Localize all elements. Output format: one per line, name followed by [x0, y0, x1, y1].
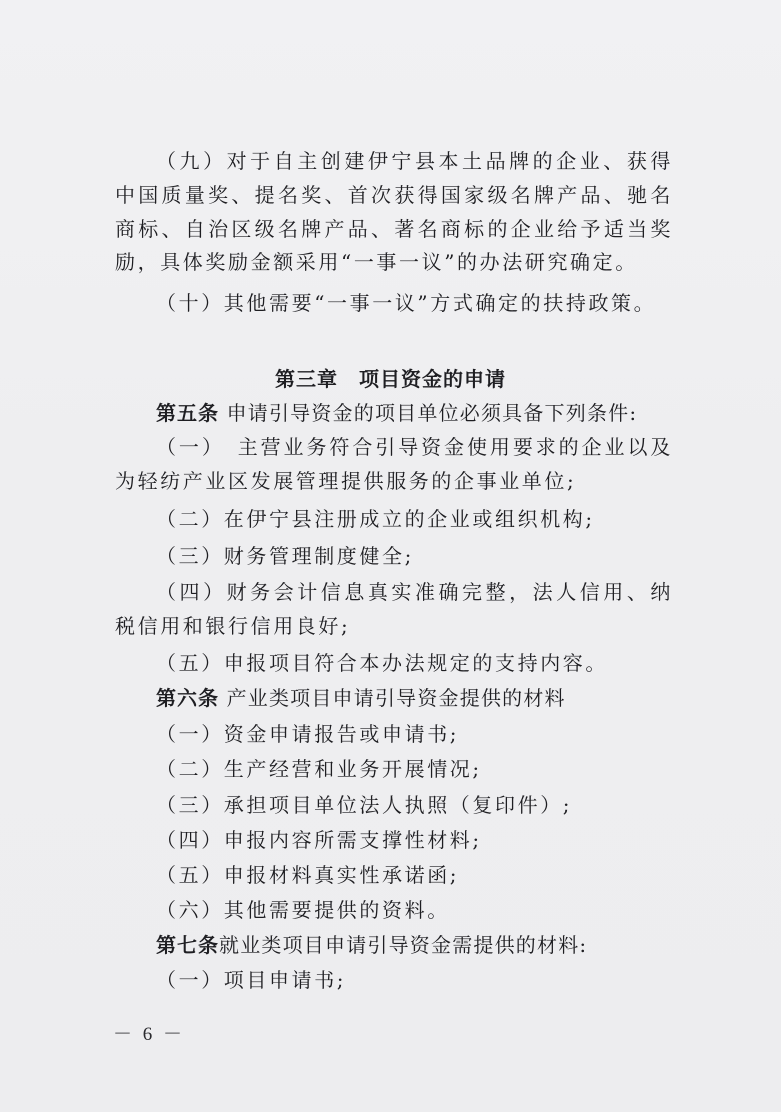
- article-7-label: 第七条: [156, 933, 219, 957]
- article-5-intro: [115, 397, 673, 431]
- article-6-item-6: （六）其他需要提供的资料。: [156, 898, 450, 922]
- article-6-item-1: （一）资金申请报告或申请书;: [156, 722, 460, 746]
- article-5-item-5: （五）申报项目符合本办法规定的支持内容。: [156, 651, 608, 675]
- article-7-intro: [115, 929, 673, 963]
- article-6-item-2: （二）生产经营和业务开展情况;: [156, 757, 482, 781]
- article-7-item-1: （一）项目申请书;: [156, 968, 347, 992]
- article-5-item-1: （一） 主营业务符合引导资金使用要求的企业以及为轻纺产业区发展管理提供服务的企事业单位;: [115, 435, 673, 493]
- article-6-item-3: （三）承担项目单位法人执照（复印件）;: [156, 793, 573, 817]
- article-5-item-4: （四）财务会计信息真实准确完整，法人信用、纳税信用和银行信用良好;: [115, 580, 673, 638]
- article-6-item-4: （四）申报内容所需支撑性材料;: [156, 828, 482, 852]
- paragraph-item-9: （九）对于自主创建伊宁县本土品牌的企业、获得中国质量奖、提名奖、首次获得国家级名牌产品、驰名商标、自治区级名牌产品、著名商标的企业给予适当奖励，具体奖励金额采用“一事一议”的办法研究确定。: [115, 149, 673, 275]
- article-5-item-2: （二）在伊宁县注册成立的企业或组织机构;: [156, 507, 595, 531]
- paragraph-item-10: （十）其他需要“一事一议”方式确定的扶持政策。: [156, 291, 657, 315]
- article-6-intro: [115, 682, 673, 716]
- article-6-text: 产业类项目申请引导资金提供的材料: [226, 686, 566, 710]
- article-5-label: 第五条: [156, 401, 219, 425]
- article-6-label: 第六条: [156, 686, 219, 710]
- page-number: － 6 －: [113, 1024, 186, 1045]
- article-7-text: 就业类项目申请引导资金需提供的材料:: [219, 933, 588, 957]
- article-5-item-3: （三）财务管理制度健全;: [156, 544, 414, 568]
- article-6-item-5: （五）申报材料真实性承诺函;: [156, 863, 460, 887]
- article-5-text: 申请引导资金的项目单位必须具备下列条件:: [226, 401, 638, 425]
- chapter-3-title: 第三章 项目资金的申请: [275, 367, 506, 391]
